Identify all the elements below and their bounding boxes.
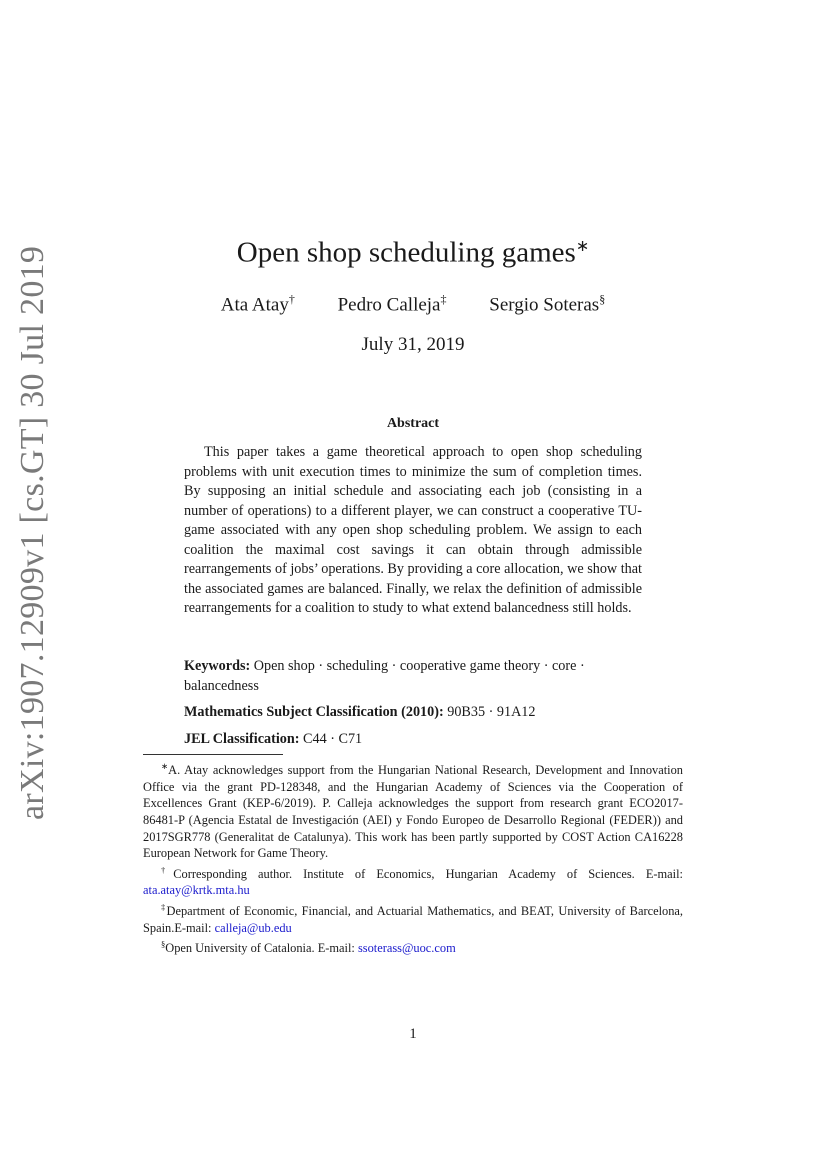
footnote-1: [143, 758, 683, 862]
footnote-mark: §: [161, 939, 166, 950]
email-link-soteras[interactable]: ssoterass@uoc.com: [357, 941, 456, 956]
footnote-mark: ∗: [161, 761, 169, 771]
email-link-atay[interactable]: ata.atay@krtk.mta.hu: [143, 883, 250, 898]
author-mark: §: [599, 292, 606, 306]
author-list: [0, 292, 826, 316]
footnote-4: [143, 936, 683, 957]
author-name: Sergio Soteras: [489, 294, 600, 316]
footnote-divider: [143, 754, 283, 755]
page-number: 1: [409, 1026, 417, 1042]
paper-title: [0, 236, 826, 270]
footnote-text: Corresponding author. Institute of Economics, Hungarian Academy of Sciences. E-mail:: [173, 866, 684, 881]
footnote-mark: †: [161, 864, 174, 875]
author-3: [489, 292, 605, 316]
footnote-text: A. Atay acknowledges support from the Hungarian National Research, Development and Innovation Office via the grant PD-128348, and the Hungarian Academy of Sciences via the Cooperation of Excellences Grant (KEP-6/2019). P. Calleja acknowledges the support from research grant ECO2017-86481-P (Agencia Estatal de Investigación (AEI) y Fondo Europeo de Desarrollo Regional (FEDER)) and 2017SGR778 (Generalitat de Catalunya). This work has been partly supported by COST Action CA16228 European Network for Game Theory.: [143, 763, 683, 861]
msc-value: 90B35 · 91A12: [447, 704, 536, 720]
author-mark: †: [288, 292, 295, 306]
author-name: Pedro Calleja: [337, 294, 441, 316]
arxiv-identifier: arXiv:1907.12909v1 [cs.GT] 30 Jul 2019: [14, 245, 51, 820]
abstract-text: This paper takes a game theoretical approach to open shop scheduling problems with unit execution times to minimize the sum of completion times. By supposing an initial schedule and associating each job (consisting in a number of operations) to a different player, we can construct a cooperative TU-game associated with any open shop scheduling problem. We assign to each coalition the maximal cost savings it can obtain through admissible rearrangements of jobs’ operations. By providing a core allocation, we show that the associated games are balanced. Finally, we relax the definition of admissible rearrangements for a coalition to study to what extend balancedness still holds.: [184, 444, 642, 616]
jel-value: C44 · C71: [303, 731, 363, 747]
author-mark: ‡: [440, 292, 447, 306]
paper-date: July 31, 2019: [361, 334, 465, 355]
keywords: [184, 657, 642, 696]
msc-classification: [184, 704, 654, 721]
paper-title-text: Open shop scheduling games: [236, 236, 576, 269]
jel-label: JEL Classification:: [184, 731, 300, 747]
email-link-calleja[interactable]: calleja@ub.edu: [214, 920, 292, 935]
abstract-heading: Abstract: [386, 416, 440, 431]
footnote-3: [143, 899, 683, 936]
footnotes: [143, 758, 683, 957]
author-2: [338, 292, 447, 316]
title-footnote-mark: ∗: [575, 238, 590, 255]
author-name: Ata Atay: [220, 294, 289, 316]
keywords-value: Open shop · scheduling · cooperative game theory · core · balancedness: [184, 658, 585, 694]
jel-classification: [184, 731, 642, 748]
msc-label: Mathematics Subject Classification (2010):: [184, 704, 444, 720]
author-1: [221, 292, 295, 316]
footnote-text: Department of Economic, Financial, and Actuarial Mathematics, and BEAT, University of Barcelona, Spain.E-mail:: [143, 904, 684, 935]
footnote-2: [143, 862, 683, 899]
keywords-label: Keywords:: [184, 658, 251, 674]
footnote-text: Open University of Catalonia. E-mail:: [165, 941, 358, 956]
footnote-mark: ‡: [161, 902, 167, 912]
